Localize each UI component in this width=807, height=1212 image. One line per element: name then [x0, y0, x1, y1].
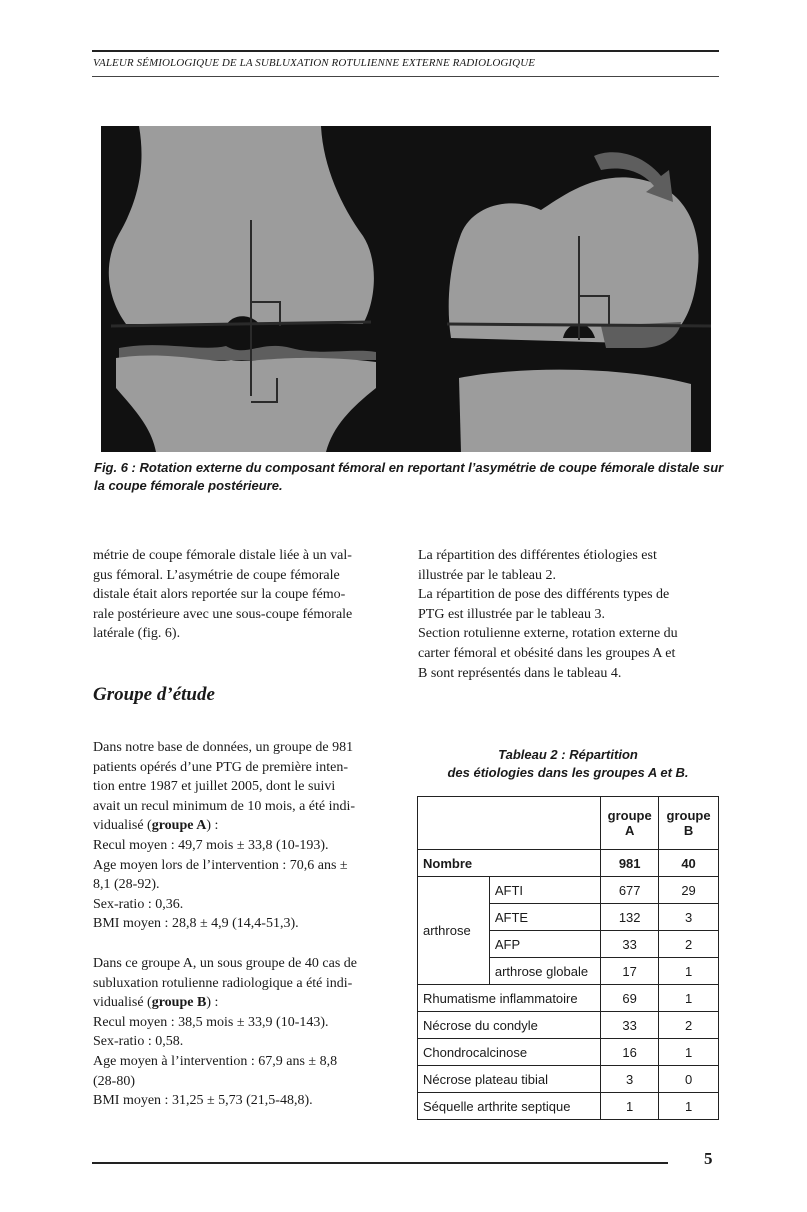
text-line: distale était alors reportée sur la coupe fémo- — [93, 587, 346, 603]
cell-a: 1 — [601, 1093, 659, 1120]
table-row-total — [418, 850, 719, 877]
text-line: Dans notre base de données, un groupe de 981 — [93, 740, 354, 755]
stat-line: Age moyen lors de l’intervention : 70,6 ans ± — [93, 857, 348, 873]
cell-a: 33 — [601, 931, 659, 958]
text-line: rale postérieure avec une sous-coupe fémorale — [93, 606, 353, 622]
row-label: AFTE — [489, 904, 600, 931]
tibia-right — [459, 370, 691, 452]
cell-b: 1 — [659, 1039, 719, 1066]
group-b-paragraph — [93, 954, 392, 1111]
table-title-line: des étiologies dans les groupes A et B. — [447, 765, 689, 780]
intro-paragraph — [93, 546, 392, 644]
text-line: illustrée par le tableau 2. — [418, 567, 556, 583]
cell-b: 1 — [659, 985, 719, 1012]
text-line: subluxation rotulienne radiologique a été indi- — [93, 975, 353, 991]
text-fragment: ) : — [206, 818, 219, 834]
row-label: AFTI — [489, 877, 600, 904]
table-row — [418, 985, 719, 1012]
stat-line: Sex-ratio : 0,58. — [93, 1034, 184, 1050]
table-row — [418, 877, 719, 904]
table-row — [418, 1093, 719, 1120]
table-title — [418, 746, 718, 782]
cell-a: 17 — [601, 958, 659, 985]
table-row — [418, 1039, 719, 1066]
text-line: B sont représentés dans le tableau 4. — [418, 665, 622, 681]
cell-b: 40 — [659, 850, 719, 877]
header-rule-top — [92, 50, 719, 52]
etiology-table — [417, 796, 719, 1120]
cell-a: 677 — [601, 877, 659, 904]
cell-b: 2 — [659, 931, 719, 958]
table-title-line: Tableau 2 : Répartition — [498, 747, 638, 762]
stat-line: BMI moyen : 28,8 ± 4,9 (14,4-51,3). — [93, 916, 299, 932]
table-corner — [418, 797, 601, 850]
cell-a: 33 — [601, 1012, 659, 1039]
cell-b: 1 — [659, 958, 719, 985]
row-label: arthrose globale — [489, 958, 600, 985]
text-fragment: vidualisé ( — [93, 995, 152, 1011]
row-label: Chondrocalcinose — [418, 1039, 601, 1066]
row-label: Rhumatisme inflammatoire — [418, 985, 601, 1012]
table-row — [418, 1066, 719, 1093]
text-line: patients opérés d’une PTG de première inten- — [93, 759, 349, 775]
text-line — [93, 816, 392, 836]
text-line: PTG est illustrée par le tableau 3. — [418, 606, 605, 622]
stat-line: Age moyen à l’intervention : 67,9 ans ± 8,8 — [93, 1053, 338, 1069]
right-paragraph — [418, 546, 718, 683]
cell-a: 16 — [601, 1039, 659, 1066]
text-line: La répartition des différentes étiologies est — [418, 548, 657, 563]
running-title: VALEUR SÉMIOLOGIQUE DE LA SUBLUXATION ROTULIENNE EXTERNE RADIOLOGIQUE — [93, 57, 536, 69]
cell-b: 0 — [659, 1066, 719, 1093]
text-fragment: vidualisé ( — [93, 818, 152, 834]
text-fragment: ) : — [206, 995, 219, 1011]
cell-a: 981 — [601, 850, 659, 877]
stat-line: Recul moyen : 49,7 mois ± 33,8 (10-193). — [93, 837, 329, 853]
text-line: La répartition de pose des différents types de — [418, 587, 670, 603]
col-header-b: groupe B — [659, 797, 719, 850]
stat-line: Sex-ratio : 0,36. — [93, 896, 184, 912]
figure-caption: Fig. 6 : Rotation externe du composant fémoral en reportant l’asymétrie de coupe fémorale distale sur la coupe fémorale postérieure. — [94, 460, 724, 493]
row-label: Nécrose du condyle — [418, 1012, 601, 1039]
cell-b: 1 — [659, 1093, 719, 1120]
section-heading: Groupe d’étude — [93, 684, 215, 705]
stat-line: (28-80) — [93, 1073, 135, 1089]
text-line: métrie de coupe fémorale distale liée à un val- — [93, 548, 352, 563]
row-label: Nombre — [418, 850, 601, 877]
cell-b: 2 — [659, 1012, 719, 1039]
row-label: Nécrose plateau tibial — [418, 1066, 601, 1093]
group-a-paragraph — [93, 738, 392, 934]
text-line: avait un recul minimum de 10 mois, a été indi- — [93, 798, 356, 814]
row-label: Séquelle arthrite septique — [418, 1093, 601, 1120]
page-number: 5 — [704, 1149, 713, 1168]
group-b-label: groupe B — [151, 995, 207, 1011]
cell-b: 3 — [659, 904, 719, 931]
table-header-row — [418, 797, 719, 850]
cell-a: 3 — [601, 1066, 659, 1093]
header-rule — [92, 76, 719, 77]
text-line — [93, 993, 392, 1013]
text-line: carter fémoral et obésité dans les groupes A et — [418, 645, 676, 661]
cell-b: 29 — [659, 877, 719, 904]
knee-diagram — [101, 126, 711, 452]
text-line: gus fémoral. L’asymétrie de coupe fémorale — [93, 567, 340, 583]
col-header-a: groupe A — [601, 797, 659, 850]
figure-knee-schematic — [101, 126, 711, 452]
text-line: Dans ce groupe A, un sous groupe de 40 cas de — [93, 956, 357, 971]
stat-line: Recul moyen : 38,5 mois ± 33,9 (10-143). — [93, 1014, 329, 1030]
row-group-label: arthrose — [418, 877, 490, 985]
cell-a: 69 — [601, 985, 659, 1012]
group-a-label: groupe A — [151, 818, 207, 834]
text-line: tion entre 1987 et juillet 2005, dont le suivi — [93, 779, 336, 795]
table-row — [418, 1012, 719, 1039]
stat-line: 8,1 (28-92). — [93, 877, 160, 893]
stat-line: BMI moyen : 31,25 ± 5,73 (21,5-48,8). — [93, 1093, 313, 1109]
text-line: latérale (fig. 6). — [93, 626, 181, 642]
row-label: AFP — [489, 931, 600, 958]
footer-rule — [92, 1162, 668, 1164]
cell-a: 132 — [601, 904, 659, 931]
text-line: Section rotulienne externe, rotation externe du — [418, 626, 678, 642]
